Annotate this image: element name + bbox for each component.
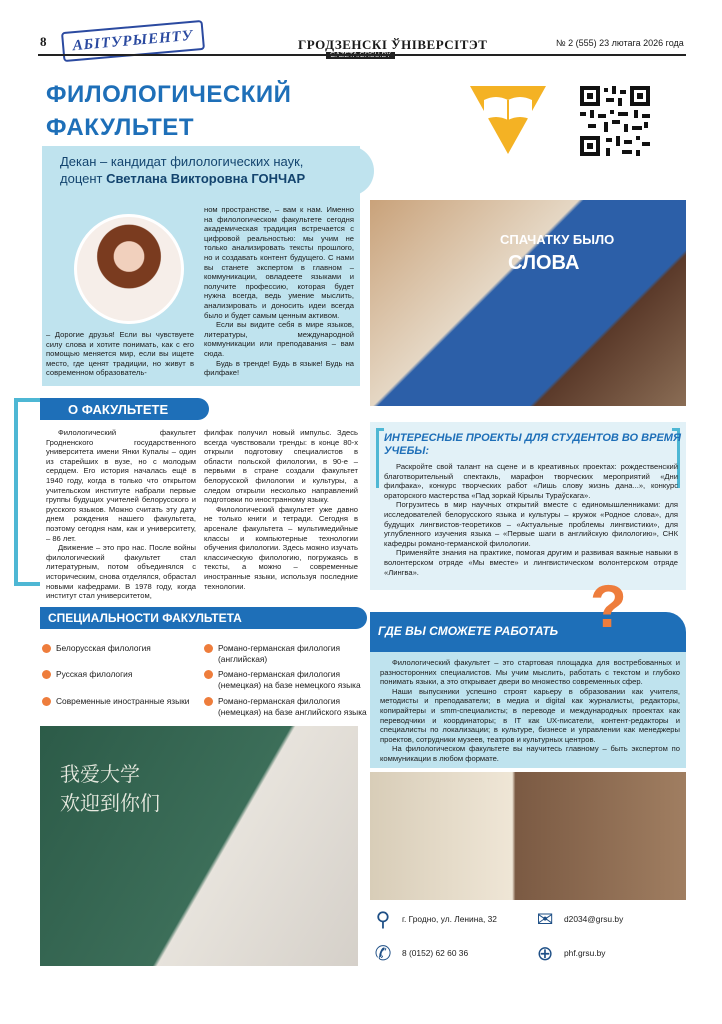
dean-avatar: [74, 214, 184, 324]
speciality-item: Романо-германская филология (английская): [218, 643, 341, 664]
about-col-2: [204, 428, 358, 591]
dean-name-line: [60, 171, 305, 186]
board-line: 我爱大学: [60, 762, 140, 786]
dean-text-right: [204, 205, 354, 378]
location-pin-icon: ⚲: [375, 907, 391, 931]
email-link[interactable]: d2034@grsu.by: [564, 914, 624, 924]
newspaper-title: ГРОДЗЕНСКІ ЎНІВЕРСІТЭТ: [298, 37, 488, 52]
work-text: [380, 658, 680, 764]
dean-paragraph: Если вы видите себя в мире языков, литературы, международной коммуникации или преподавания – вам сюда.: [204, 320, 354, 358]
bullet-icon: [42, 670, 51, 679]
projects-bracket-left: [376, 428, 384, 488]
about-paragraph: Филологический факультет уже давно не только книги и тетради. Сегодня в арсенале факультета – мультимедийные классы и компьютерные технологии обучения филологии. Здесь можно изучать классическую филологию, погружаясь в тексты, а можно – современные иностранные языки, используя последние технологии.: [204, 504, 358, 591]
title-line-1: ФИЛОЛОГИЧЕСКИЙ: [46, 81, 292, 108]
projects-paragraph: Раскройте свой талант на сцене и в креативных проектах: рождественский благотворительный спектакль, марафон творческих мероприятий «Дни филфака», конкурс творческих работ «Лишь слову жизнь дана...», конкурс ораторского мастерства «Пад зоркай Кірылы Тураўскага».: [384, 462, 678, 500]
globe-icon: ⊕: [536, 941, 554, 965]
book-logo-icon: [470, 86, 546, 154]
dean-position: Декан – кандидат филологических наук,: [60, 154, 304, 169]
header-rule: [38, 54, 686, 56]
mail-icon: ✉: [536, 907, 554, 931]
question-mark-icon: ?: [590, 573, 627, 640]
issue-info: № 2 (555) 23 лютага 2026 года: [556, 38, 684, 48]
about-paragraph: Филологический факультет Гродненского государственного университета имени Янки Купалы – один из старейших в вузе, но с молодым сердцем. Его история началась ещё в 1940 году, когда в только что открытом учительском институте набрали первые группы будущих учителей белорусского и русского языков. Можно считать эту дату днем рождения нашего факультета, поэтому сегодня нам, как и университету, – 86 лет.: [46, 428, 196, 543]
projects-paragraph: Погрузитесь в мир научных открытий вместе с единомышленниками: для исследователей белорусского языка и культуры – кружок «Родное слова», для будущих лингвистов-теоретиков – «Актуальные проблемы лингвистики», для углубленного изучения языка – «Первые шаги в английскую филологию», СНК кафедры романо-германской филологии.: [384, 500, 678, 548]
phone-icon: ✆: [374, 941, 392, 965]
speciality-item: Белорусская филология: [56, 643, 151, 653]
qr-code-icon[interactable]: [578, 84, 652, 158]
speciality-item: Романо-германская филология (немецкая) на базе немецкого языка: [218, 669, 361, 690]
rubric-stamp: АБІТУРЫЕНТУ: [61, 20, 205, 62]
work-paragraph: Филологический факультет – это стартовая площадка для востребованных и разносторонних специалистов. Мы учим мыслить, работать с текстом и глубоко понимать языки, а это открывает двери во множество современных сфер.: [380, 658, 680, 687]
page-title: [46, 78, 346, 144]
dean-paragraph: ном пространстве, – вам к нам. Именно на филологическом факультете сегодня академическая традиция встречается с цифровой реальностью: мы учим не только анализировать тексты прошлого, но и создавать контент будущего. С нами вы станете экспертом в главном – коммуникации, овладеете языками и получите профессию, которая будет нужна всегда, ведь умение мыслить, анализировать и доносить идеи всегда было и будет самым ценным активом.: [204, 205, 354, 320]
board-line: 欢迎到你们: [60, 791, 160, 815]
bullet-icon: [204, 670, 213, 679]
students-photo: [370, 200, 686, 406]
website-link[interactable]: phf.grsu.by: [564, 948, 606, 958]
dean-text-left: – Дорогие друзья! Если вы чувствуете силу слова и хотите понимать, как с его помощью меняется мир, если вы ищете место, где ценят традиции, но живут в современном образователь-: [46, 330, 194, 378]
bullet-icon: [204, 697, 213, 706]
board-writing: [60, 758, 160, 816]
specialities-heading: СПЕЦИАЛЬНОСТИ ФАКУЛЬТЕТА: [48, 611, 242, 625]
projects-text: [384, 462, 678, 577]
projects-heading: ИНТЕРЕСНЫЕ ПРОЕКТЫ ДЛЯ СТУДЕНТОВ ВО ВРЕМЯ УЧЕБЫ:: [384, 432, 681, 457]
speciality-item: Современные иностранные языки: [56, 696, 190, 706]
projects-paragraph: Применяйте знания на практике, помогая другим и развивая важные навыки в волонтерском отряде «Мы вместе» и лингвистическом волонтерском отряде «Лингва».: [384, 548, 678, 577]
address-text: г. Гродно, ул. Ленина, 32: [402, 914, 497, 924]
about-paragraph: Движение – это про нас. После войны филологический факультет стал литературным, потом объединялся с историческим, снова отделялся, обрастал новыми кафедрами. В 1978 году, когда институт стал университетом,: [46, 543, 196, 601]
library-photo: [370, 772, 686, 900]
bullet-icon: [42, 644, 51, 653]
dean-rank: доцент: [60, 171, 107, 186]
work-heading: ГДЕ ВЫ СМОЖЕТЕ РАБОТАТЬ: [378, 624, 559, 638]
dean-name: Светлана Викторовна ГОНЧАР: [106, 171, 306, 186]
work-paragraph: На филологическом факультете вы научитесь главному – быть экспертом по коммуникации в любом формате.: [380, 744, 680, 763]
work-paragraph: Наши выпускники успешно строят карьеру в образовании как учителя, методисты и преподаватели; в медиа и digital как журналисты, редакторы, копирайтеры и smm-специалисты; в переводе и международных проектах как переводчики и координаторы; в IT как UX-писатели, контент-редакторы и специалисты по локализации; в культуре, бизнесе и управлении как менеджеры проектов, сотрудники музеев, театров и культурных центров.: [380, 686, 680, 744]
dean-paragraph: Будь в тренде! Будь в языке! Будь на филфаке!: [204, 358, 354, 378]
about-bracket: [14, 398, 40, 586]
photo-sign-line1: СПАЧАТКУ БЫЛО: [500, 232, 615, 247]
about-paragraph: филфак получил новый импульс. Здесь всегда чувствовали тренды: в конце 80-х открыли подготовку специалистов в области польской филологии, в 90-е – первыми в стране создали факультет белорусской филологии и культуры, а следом открыли несколько направлений подготовки по иностранному языку.: [204, 428, 358, 505]
about-heading: О ФАКУЛЬТЕТЕ: [68, 402, 169, 417]
bullet-icon: [42, 697, 51, 706]
speciality-item: Русская филология: [56, 669, 133, 679]
photo-sign-line2: СЛОВА: [508, 252, 580, 274]
phone-text[interactable]: 8 (0152) 62 60 36: [402, 948, 469, 958]
title-line-2: ФАКУЛЬТЕТ: [46, 114, 194, 141]
bullet-icon: [204, 644, 213, 653]
page-number: 8: [40, 34, 47, 49]
speciality-item: Романо-германская филология (немецкая) на базе английского языка: [218, 696, 367, 717]
about-col-1: [46, 428, 196, 601]
